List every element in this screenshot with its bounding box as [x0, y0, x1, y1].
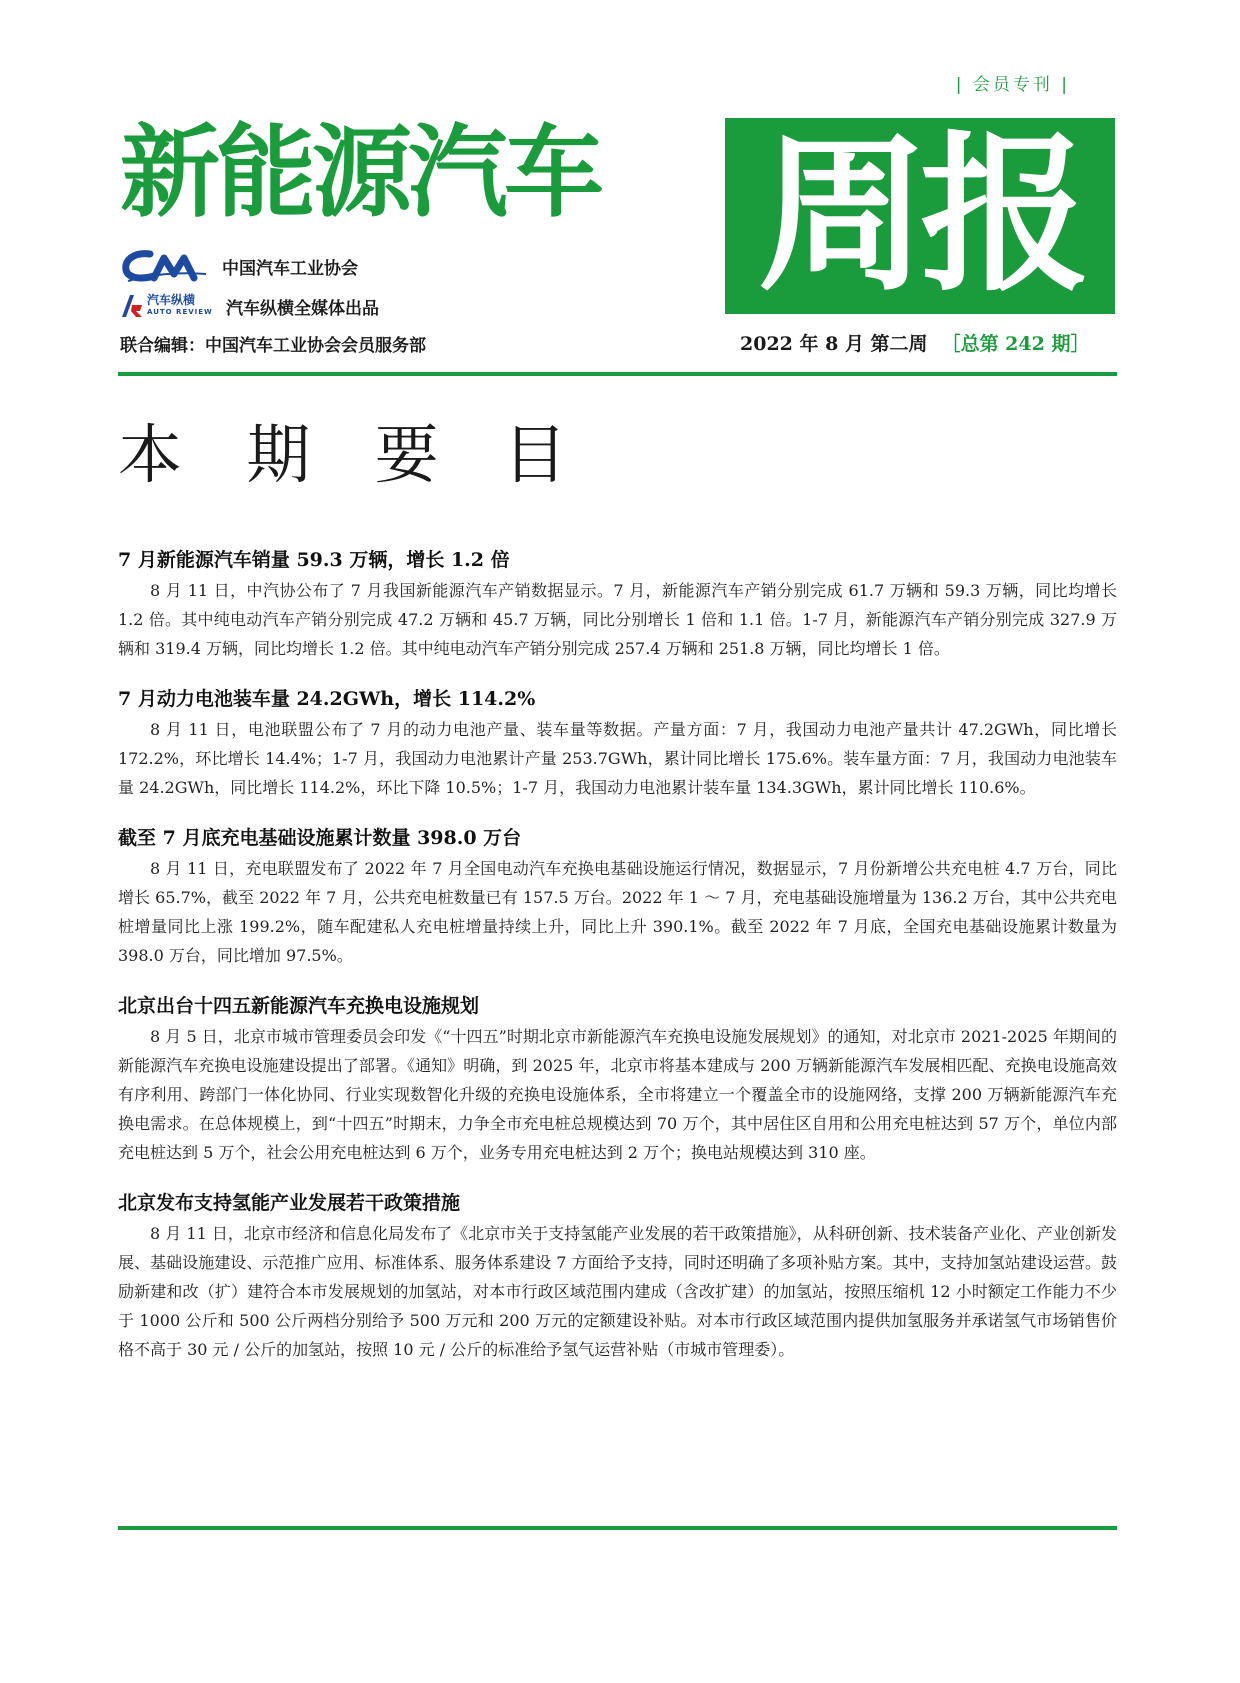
article-item [118, 546, 1117, 663]
article-item [118, 824, 1117, 970]
issue-date: 2022 年 8 月 第二周 [740, 333, 928, 355]
article-body: 8 月 11 日，电池联盟公布了 7 月的动力电池产量、装车量等数据。产量方面：7 月，我国动力电池产量共计 47.2GWh，同比增长 172.2%，环比增长 14.4%；1-7 月，我国动力电池累计产量 253.7GWh，累计同比增长 175.6%。装车量方面：7 月，我国动力电池装车量 24.2GWh，同比增长 114.2%，环比下降 10.5%；1-7 月，我国动力电池累计装车量 134.3GWh，累计同比增长 110.6%。 [118, 720, 1117, 797]
org2-name: 汽车纵横全媒体出品 [226, 298, 379, 319]
org-auto-review [120, 290, 379, 322]
article-body: 8 月 11 日，北京市经济和信息化局发布了《北京市关于支持氢能产业发展的若干政策措施》，从科研创新、技术装备产业化、产业创新发展、基础设施建设、示范推广应用、标准体系、服务体系建设 7 方面给予支持，同时还明确了多项补贴方案。其中，支持加氢站建设运营。鼓励新建和改（扩）建符合本市发展规划的加氢站，对本市行政区域范围内建成（含改扩建）的加氢站，按照压缩机 12 小时额定工作能力不少于 1000 公斤和 500 公斤两档分别给予 500 万元和 200 万元的定额建设补贴。对本市行政区域范围内提供加氢服务并承诺氢气市场销售价格不高于 30 元 / 公斤的加氢站，按照 10 元 / 公斤的标准给予氢气运营补贴（市城市管理委）。 [118, 1224, 1117, 1359]
section-heading: 本 期 要 目 [118, 419, 590, 493]
issue-info [740, 329, 1089, 356]
article-title: 7 月新能源汽车销量 59.3 万辆，增长 1.2 倍 [118, 549, 510, 571]
article-item [118, 1189, 1117, 1364]
issue-number: ［总第 242 期］ [941, 333, 1090, 355]
article-list [118, 546, 1117, 1386]
article-title: 7 月动力电池装车量 24.2GWh，增长 114.2% [118, 688, 536, 710]
article-title: 北京出台十四五新能源汽车充换电设施规划 [118, 995, 480, 1017]
joint-editor-line: 联合编辑：中国汽车工业协会会员服务部 [120, 336, 426, 356]
auto-review-logo-cn: 汽车纵横 [147, 293, 196, 307]
article-body: 8 月 11 日，中汽协公布了 7 月我国新能源汽车产销数据显示。7 月，新能源汽车产销分别完成 61.7 万辆和 59.3 万辆，同比均增长 1.2 倍。其中纯电动汽车产销分别完成 47.2 万辆和 45.7 万辆，同比分别增长 1 倍和 1.1 倍。1-7 月，新能源汽车产销分别完成 327.9 万辆和 319.4 万辆，同比均增长 1.2 倍。其中纯电动汽车产销分别完成 257.4 万辆和 251.8 万辆，同比均增长 1 倍。 [118, 581, 1117, 658]
article-title: 截至 7 月底充电基础设施累计数量 398.0 万台 [118, 827, 522, 849]
article-body: 8 月 5 日，北京市城市管理委员会印发《“十四五”时期北京市新能源汽车充换电设施发展规划》的通知，对北京市 2021-2025 年期间的新能源汽车充换电设施建设提出了部署。《通知》明确，到 2025 年，北京市将基本建成与 200 万辆新能源汽车发展相匹配、充换电设施高效有序利用、跨部门一体化协同、行业实现数智化升级的充换电设施体系，全市将建立一个覆盖全市的设施网络，支撑 200 万辆新能源汽车充换电需求。在总体规模上，到“十四五”时期末，力争全市充电桩总规模达到 70 万个，其中居住区自用和公用充电桩达到 57 万个，单位内部充电桩达到 5 万个，社会公用充电桩达到 6 万个，业务专用充电桩达到 2 万个；换电站规模达到 310 座。 [118, 1027, 1117, 1162]
org1-name: 中国汽车工业协会 [222, 258, 358, 279]
weekly-title-box [725, 118, 1115, 314]
article-title: 北京发布支持氢能产业发展若干政策措施 [118, 1192, 461, 1214]
article-item [118, 685, 1117, 802]
article-item [118, 992, 1117, 1167]
masthead-title: 新能源汽车 [120, 114, 600, 231]
header-divider [118, 372, 1117, 376]
caam-logo-icon [120, 248, 210, 284]
article-body: 8 月 11 日，充电联盟发布了 2022 年 7 月全国电动汽车充换电基础设施运行情况，数据显示，7 月份新增公共充电桩 4.7 万台，同比增长 65.7%，截至 2022 年 7 月，公共充电桩数量已有 157.5 万台。2022 年 1 ～ 7 月，充电基础设施增量为 136.2 万台，其中公共充电桩增量同比上涨 199.2%，随车配建私人充电桩增量持续上升，同比上升 390.1%。截至 2022 年 7 月底，全国充电基础设施累计数量为 398.0 万台，同比增加 97.5%。 [118, 859, 1117, 965]
auto-review-logo-icon [120, 290, 214, 322]
org-caam [120, 248, 358, 284]
auto-review-logo-en: AUTO REVIEW [147, 308, 213, 316]
member-edition-tag: | 会员专刊 | [955, 75, 1070, 95]
weekly-title-text: 周报 [757, 117, 1082, 315]
footer-divider [118, 1526, 1117, 1530]
